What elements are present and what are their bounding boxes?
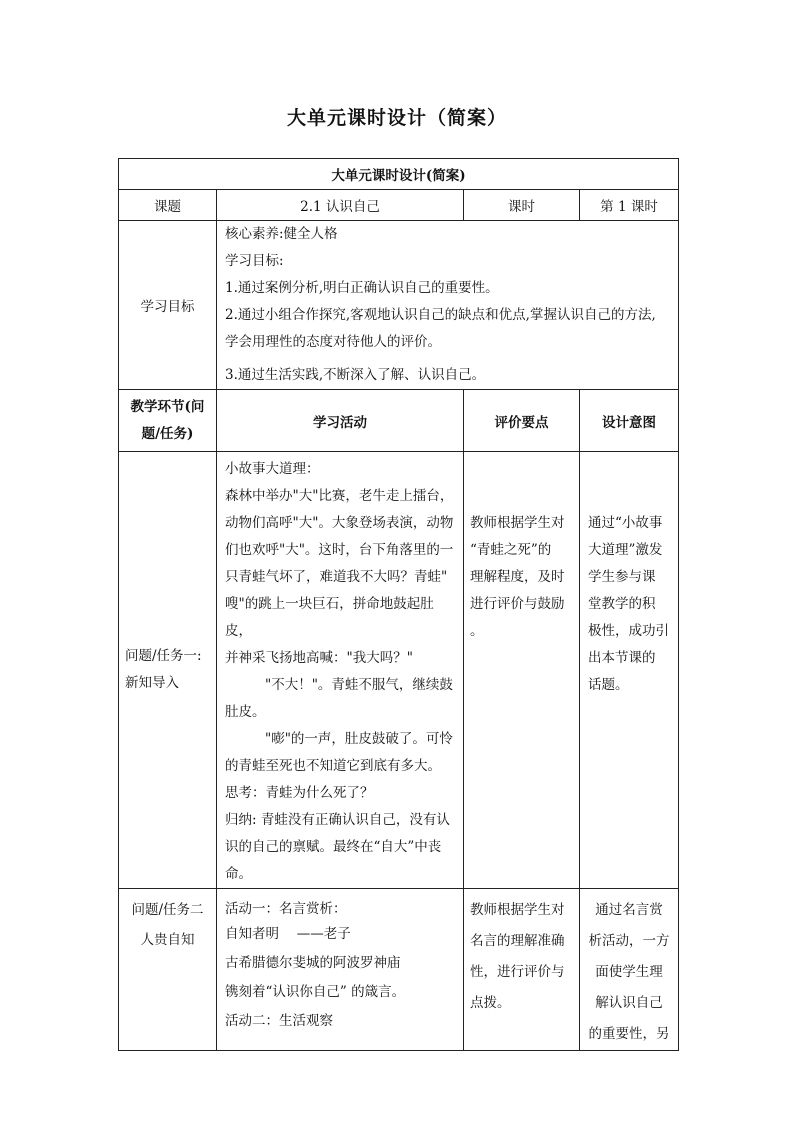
task1-evaluation-line: 。 — [470, 623, 484, 639]
task1-intent-line: 出本节课的 — [588, 650, 656, 666]
task1-stage-line: 问题/任务一: — [125, 648, 202, 664]
hours-label: 课时 — [464, 190, 580, 221]
task1-activity-line: 小故事大道理： — [225, 461, 320, 477]
activity-column-header: 学习活动 — [217, 390, 464, 452]
task1-intent-line: 学生参与课 — [588, 569, 656, 585]
objectives-line: 1.通过案例分析,明白正确认识自己的重要性。 — [225, 280, 499, 296]
task2-evaluation-line: 教师根据学生对 — [470, 902, 565, 918]
task1-activity-line: 思考：青蛙为什么死了？ — [225, 785, 374, 801]
task1-row — [119, 452, 679, 889]
task1-activity-line: 嗖"的跳上一块巨石，拼命地鼓起肚皮， — [225, 596, 434, 639]
task1-intent-line: 堂教学的积 — [588, 596, 656, 612]
lesson-plan-table — [118, 158, 679, 1051]
intent-column-header: 设计意图 — [580, 390, 679, 452]
task1-stage-line: 新知导入 — [125, 675, 179, 691]
stage-column-header — [119, 390, 217, 452]
column-header-row — [119, 390, 679, 452]
task2-evaluation-line: 点拨。 — [470, 995, 511, 1011]
task1-activity-line: 肚皮。 — [225, 704, 266, 720]
task2-intent — [580, 889, 679, 1051]
objectives-label: 学习目标 — [119, 221, 217, 390]
task2-stage — [119, 889, 217, 1051]
task1-activity-line: 森林中举办"大"比赛，老牛走上擂台， — [225, 488, 454, 504]
task2-stage-line: 人贵自知 — [140, 932, 195, 948]
task1-stage — [119, 452, 217, 889]
task1-evaluation-line: 教师根据学生对 — [470, 515, 565, 531]
task1-evaluation — [464, 452, 580, 889]
page-title: 大单元课时设计（简案） — [286, 107, 507, 129]
topic-label: 课题 — [119, 190, 217, 221]
task2-row — [119, 889, 679, 1051]
task2-activity-line: 古希腊德尔斐城的阿波罗神庙 — [225, 955, 401, 971]
task1-activity-line: 归纳: 青蛙没有正确认识自己，没有认 — [225, 812, 450, 828]
task2-evaluation-line: 名言的理解准确 — [470, 933, 565, 949]
task2-intent-line: 通过名言赏 — [595, 902, 663, 918]
task2-intent-line: 析活动，一方 — [588, 933, 670, 949]
task2-intent-line: 面使学生理 — [595, 964, 663, 980]
task1-evaluation-line: “青蛙之死”的 — [470, 542, 552, 558]
objectives-line: 2.通过小组合作探究,客观地认识自己的缺点和优点,掌握认识自己的方法, — [225, 307, 656, 323]
objectives-row — [119, 221, 679, 390]
task2-intent-line: 的重要性，另 — [588, 1026, 670, 1042]
evaluation-column-header: 评价要点 — [464, 390, 580, 452]
task1-activity — [217, 452, 464, 889]
task1-activity-line: 们也欢呼"大"。这时，台下角落里的一 — [225, 542, 454, 558]
task2-stage-line: 问题/任务二 — [131, 902, 204, 918]
objectives-content — [217, 221, 679, 390]
task2-intent-line: 解认识自己 — [595, 995, 663, 1011]
stage-header-line: 题/任务) — [141, 425, 194, 442]
task1-activity-line: 的青蛙至死也不知道它到底有多大。 — [225, 758, 441, 774]
task1-evaluation-line: 进行评价与鼓励 — [470, 596, 565, 612]
task2-evaluation — [464, 889, 580, 1051]
task2-activity — [217, 889, 464, 1051]
task1-intent — [580, 452, 679, 889]
objectives-line: 核心素养:健全人格 — [225, 226, 338, 242]
task1-activity-line: 只青蛙气坏了，难道我不大吗？青蛙" — [225, 569, 448, 585]
task2-activity-line: 活动二：生活观察 — [225, 1013, 333, 1029]
task1-evaluation-line: 理解程度，及时 — [470, 569, 565, 585]
task1-activity-line: 命。 — [225, 866, 252, 882]
table-header-row — [119, 159, 679, 190]
task1-intent-line: 话题。 — [588, 677, 629, 693]
task1-intent-line: 极性，成功引 — [588, 623, 669, 639]
topic-row — [119, 190, 679, 221]
stage-header-line: 教学环节(问 — [130, 398, 205, 415]
task1-intent-line: 大道理”激发 — [588, 542, 663, 558]
task1-activity-line: "嘭"的一声，肚皮鼓破了。可怜 — [265, 731, 453, 747]
task2-evaluation-line: 性，进行评价与 — [470, 964, 565, 980]
task1-activity-line: 识的自己的禀赋。最终在“自大”中丧 — [225, 839, 442, 855]
task1-activity-line: 动物们高呼"大"。大象登场表演，动物 — [225, 515, 454, 531]
objectives-line: 3.通过生活实践,不断深入了解、认识自己。 — [225, 367, 486, 383]
hours-value: 第 1 课时 — [580, 190, 679, 221]
task1-activity-line: 并神采飞扬地高喊："我大吗？" — [225, 650, 413, 666]
objectives-line: 学习目标: — [225, 253, 284, 269]
task2-activity-line: 镌刻着“认识你自己” 的箴言。 — [225, 984, 406, 1000]
task2-activity-line: 活动一：名言赏析： — [225, 901, 347, 917]
task1-activity-line: "不大！"。青蛙不服气，继续鼓 — [265, 677, 453, 693]
task2-activity-line: 自知者明 ——老子 — [225, 926, 351, 942]
objectives-line: 学会用理性的态度对待他人的评价。 — [225, 334, 441, 350]
task1-intent-line: 通过“小故事 — [588, 515, 663, 531]
table-header-title: 大单元课时设计(简案) — [119, 159, 679, 190]
topic-value: 2.1 认识自己 — [217, 190, 464, 221]
